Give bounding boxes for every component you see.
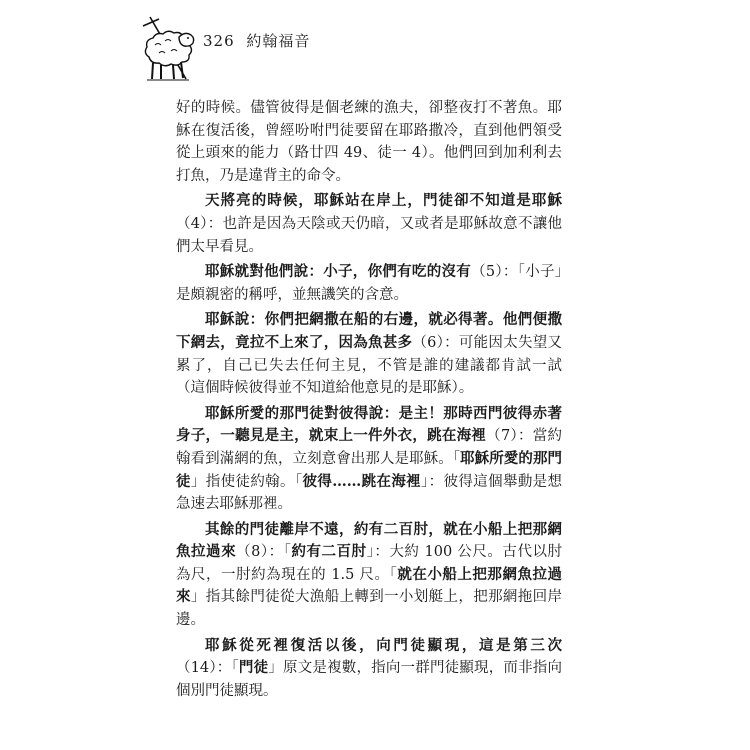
paragraph <box>176 309 562 399</box>
commentary-text: 」：彼得這個舉動是想急速去耶穌那裡。 <box>176 473 563 513</box>
commentary-text: 」指其餘門徒從大漁船上轉到一小划艇上，把那網拖回岸邊。 <box>176 589 563 629</box>
commentary-text: （4）：也許是因為天陰或天仍暗，又或者是耶穌故意不讓他們太早看見。 <box>176 215 562 255</box>
scripture-quote: 天將亮的時候，耶穌站在岸上，門徒卻不知道是耶穌 <box>205 192 562 210</box>
paragraph <box>176 261 562 306</box>
scripture-quote: 彼得……跳在海裡 <box>302 472 422 490</box>
scripture-quote: 耶穌說：你們把網撒在船的右邊，就必得著。他們便撒下網去，竟拉不上來了，因為魚甚多 <box>176 311 562 351</box>
scripture-quote: 約有二百肘 <box>291 543 367 561</box>
lamb-with-cross-icon <box>139 15 201 83</box>
scripture-quote: 就在小船上把那網魚拉過來 <box>176 565 562 606</box>
commentary-text: 」：大約 100 公尺。古代以肘為尺，一肘約為現在的 1.5 尺。「 <box>176 544 562 583</box>
paragraph <box>176 519 562 632</box>
commentary-text: （7）：當約翰看到滿網的魚，立刻意會出那人是耶穌。「 <box>176 428 562 467</box>
commentary-text: 好的時候。儘管彼得是個老練的漁夫，卻整夜打不著魚。耶穌在復活後，曾經吩咐門徒要留在耶路撒冷，直到他們領受從上頭來的能力（路廿四 49、徒一 4）。他們回到加利利去打魚，乃是違背主的命令。 <box>176 100 562 184</box>
page-header <box>203 30 310 51</box>
scripture-quote: 耶穌所愛的那門徒對彼得說：是主！那時西門彼得赤著身子，一聽見是主，就束上一件外衣，跳在海裡 <box>176 404 562 445</box>
scripture-quote: 耶穌從死裡復活以後，向門徒顯現，這是第三次 <box>205 636 562 654</box>
commentary-text: 」指使徒約翰。「 <box>190 473 303 490</box>
paragraph <box>176 635 562 703</box>
scripture-quote: 其餘的門徒離岸不遠，約有二百肘，就在小船上把那網魚拉過來 <box>176 520 562 561</box>
body-text <box>176 97 562 705</box>
paragraph <box>176 403 562 516</box>
paragraph <box>176 97 562 187</box>
scripture-quote: 耶穌就對他們說：小子，你們有吃的沒有 <box>205 263 472 281</box>
book-title: 約翰福音 <box>246 32 311 50</box>
commentary-text: （14）：「 <box>176 660 239 677</box>
page-number: 326 <box>203 32 235 50</box>
commentary-text: （6）：可能因太失望又累了，自己已失去任何主見，不管是誰的建議都肯試一試（這個時候彼得並不知道給他意見的是耶穌）。 <box>176 334 563 397</box>
paragraph <box>176 190 562 258</box>
commentary-text: （5）：「小子」是頗親密的稱呼，並無譏笑的含意。 <box>176 264 563 303</box>
commentary-text: 」原文是複數，指向一群門徒顯現，而非指向個別門徒顯現。 <box>176 660 562 699</box>
commentary-text: （8）：「 <box>236 544 292 561</box>
scripture-quote: 耶穌所愛的那門徒 <box>176 449 563 490</box>
scripture-quote: 門徒 <box>238 659 269 677</box>
